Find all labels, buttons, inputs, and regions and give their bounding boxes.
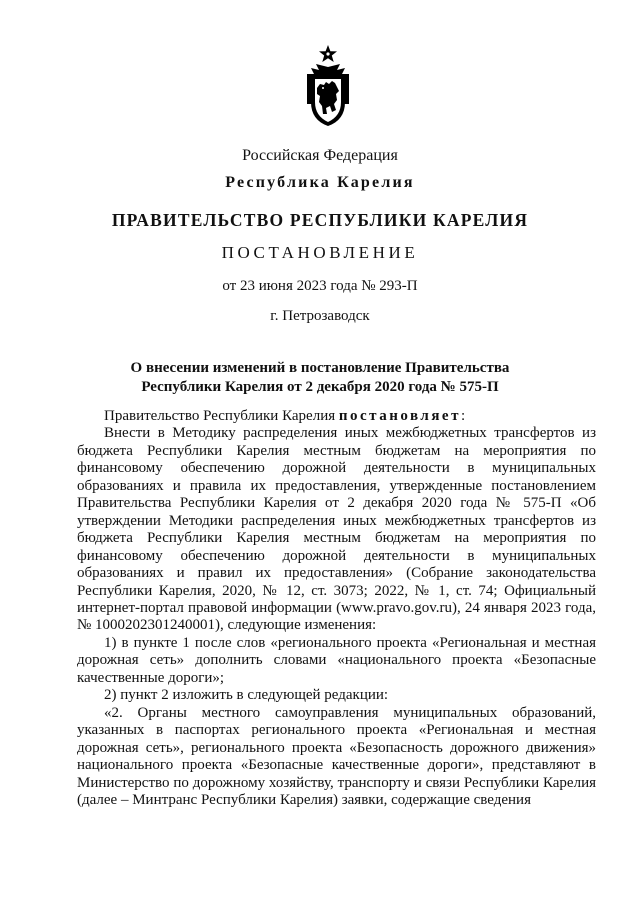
document-subject — [0, 359, 640, 397]
republic-name: Республика Карелия — [225, 174, 415, 191]
document-type: ПОСТАНОВЛЕНИЕ — [221, 243, 419, 262]
paragraph-3: 2) пункт 2 изложить в следующей редакции: — [104, 687, 389, 704]
intro-decree-word: постановляет — [338, 408, 461, 424]
paragraph-2: 1) в пункте 1 после слов «регионального проекта «Региональная и местная дорожная сеть» дополнить словами «национального проекта «Безопасные качественные дороги»; — [77, 634, 596, 686]
paragraph-1: Внести в Методику распределения иных межбюджетных трансфертов из бюджета Республики Карелия местным бюджетам на мероприятия по финансовому обеспечению дорожной деятельности в муниципальных образованиях и правила их предоставления, утвержденные постановлением Правительства Республики Карелия от 2 декабря 2020 года № 575-П «Об утверждении Методики распределения иных межбюджетных трансфертов из бюджета Республики Карелия местным бюджетам на мероприятия по финансовому обеспечению дорожной деятельности в муниципальных образованиях и правил их предоставления» (Собрание законодательства Республики Карелия, 2020, № 12, ст. 3073; 2022, № 1, ст. 74; Официальный интернет-портал правовой информации (www.pravo.gov.ru), 24 января 2023 года, № 1000202301240001), следующие изменения: — [77, 425, 596, 634]
intro-suffix: : — [460, 408, 466, 424]
paragraph-4: «2. Органы местного самоуправления муниципальных образований, указанных в паспортах регионального проекта «Региональная и местная дорожная сеть», регионального проекта «Безопасность дорожного движения» национального проекта «Безопасные качественные дороги», представляют в Министерство по дорожному хозяйству, транспорту и связи Республики Карелия (далее – Минтранс Республики Карелия) заявки, содержащие сведения — [77, 704, 596, 808]
government-title: ПРАВИТЕЛЬСТВО РЕСПУБЛИКИ КАРЕЛИЯ — [111, 210, 529, 230]
intro-prefix: Правительство Республики Карелия — [104, 408, 339, 424]
subject-line-2: Республики Карелия от 2 декабря 2020 года № 575-П — [141, 379, 499, 395]
subject-line-1: О внесении изменений в постановление Правительства — [130, 360, 510, 376]
coat-of-arms-icon — [299, 44, 357, 128]
document-city: г. Петрозаводск — [270, 308, 370, 324]
intro-paragraph — [77, 408, 596, 425]
country-name: Российская Федерация — [242, 147, 398, 164]
coat-of-arms-emblem — [299, 44, 357, 128]
document-date-number: от 23 июня 2023 года № 293-П — [222, 278, 418, 294]
document-body — [77, 408, 596, 809]
